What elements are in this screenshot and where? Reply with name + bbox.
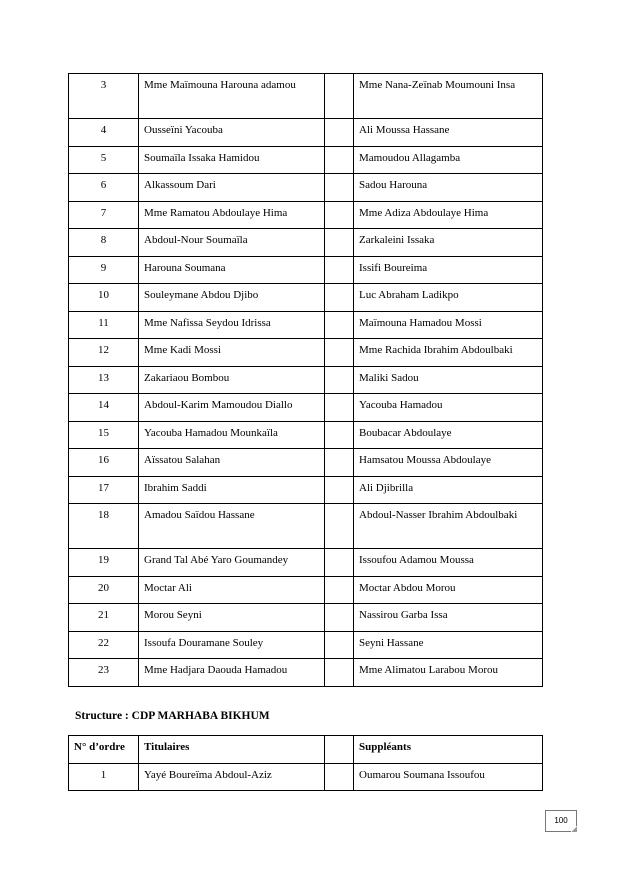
- header-titulaires: Titulaires: [139, 736, 325, 764]
- titulaire-cell: Grand Tal Abé Yaro Goumandey: [139, 549, 325, 577]
- order-number-cell: 17: [69, 476, 139, 504]
- titulaire-cell: Souleymane Abdou Djibo: [139, 284, 325, 312]
- titulaire-cell: Mme Ramatou Abdoulaye Hima: [139, 201, 325, 229]
- titulaire-cell: Amadou Saïdou Hassane: [139, 504, 325, 549]
- header-suppleants: Suppléants: [354, 736, 543, 764]
- table-row: [69, 311, 543, 339]
- table-row: [69, 339, 543, 367]
- spacer-cell: [325, 311, 354, 339]
- titulaire-cell: Issoufa Douramane Souley: [139, 631, 325, 659]
- suppleant-cell: Mme Adiza Abdoulaye Hima: [354, 201, 543, 229]
- order-number-cell: 10: [69, 284, 139, 312]
- spacer-cell: [325, 201, 354, 229]
- order-number-cell: 18: [69, 504, 139, 549]
- candidates-table: [68, 73, 543, 687]
- spacer-cell: [325, 476, 354, 504]
- titulaire-cell: Harouna Soumana: [139, 256, 325, 284]
- order-number-cell: 22: [69, 631, 139, 659]
- titulaire-cell: Yayé Boureïma Abdoul-Aziz: [139, 763, 325, 791]
- order-number-cell: 7: [69, 201, 139, 229]
- titulaire-cell: Morou Seyni: [139, 604, 325, 632]
- table-row: [69, 201, 543, 229]
- table-row: [69, 74, 543, 119]
- titulaire-cell: Abdoul-Karim Mamoudou Diallo: [139, 394, 325, 422]
- suppleant-cell: Maïmouna Hamadou Mossi: [354, 311, 543, 339]
- table-row: [69, 366, 543, 394]
- table-row: [69, 449, 543, 477]
- suppleant-cell: Maliki Sadou: [354, 366, 543, 394]
- table-row: [69, 604, 543, 632]
- order-number-cell: 12: [69, 339, 139, 367]
- titulaire-cell: Soumaïla Issaka Hamidou: [139, 146, 325, 174]
- suppleant-cell: Yacouba Hamadou: [354, 394, 543, 422]
- titulaire-cell: Ibrahim Saddi: [139, 476, 325, 504]
- suppleant-cell: Issoufou Adamou Moussa: [354, 549, 543, 577]
- spacer-cell: [325, 174, 354, 202]
- spacer-cell: [325, 421, 354, 449]
- suppleant-cell: Boubacar Abdoulaye: [354, 421, 543, 449]
- spacer-cell: [325, 604, 354, 632]
- titulaire-cell: Zakariaou Bombou: [139, 366, 325, 394]
- order-number-cell: 23: [69, 659, 139, 687]
- suppleant-cell: Mme Rachida Ibrahim Abdoulbaki: [354, 339, 543, 367]
- header-spacer: [325, 736, 354, 764]
- structure-table: [68, 735, 543, 791]
- suppleant-cell: Nassirou Garba Issa: [354, 604, 543, 632]
- order-number-cell: 20: [69, 576, 139, 604]
- order-number-cell: 6: [69, 174, 139, 202]
- table-row: [69, 174, 543, 202]
- order-number-cell: 5: [69, 146, 139, 174]
- order-number-cell: 3: [69, 74, 139, 119]
- titulaire-cell: Mme Nafissa Seydou Idrissa: [139, 311, 325, 339]
- structure-table-header: [69, 736, 543, 764]
- spacer-cell: [325, 576, 354, 604]
- table-row: [69, 394, 543, 422]
- spacer-cell: [325, 74, 354, 119]
- page-number: 100: [545, 810, 577, 832]
- table-row: [69, 504, 543, 549]
- order-number-cell: 8: [69, 229, 139, 257]
- suppleant-cell: Luc Abraham Ladikpo: [354, 284, 543, 312]
- spacer-cell: [325, 366, 354, 394]
- titulaire-cell: Mme Kadi Mossi: [139, 339, 325, 367]
- order-number-cell: 19: [69, 549, 139, 577]
- suppleant-cell: Mamoudou Allagamba: [354, 146, 543, 174]
- order-number-cell: 11: [69, 311, 139, 339]
- titulaire-cell: Moctar Ali: [139, 576, 325, 604]
- order-number-cell: 16: [69, 449, 139, 477]
- suppleant-cell: Oumarou Soumana Issoufou: [354, 763, 543, 791]
- structure-title: Structure : CDP MARHABA BIKHUM: [75, 710, 270, 722]
- spacer-cell: [325, 549, 354, 577]
- order-number-cell: 9: [69, 256, 139, 284]
- order-number-cell: 1: [69, 763, 139, 791]
- header-order-number: N° d’ordre: [69, 736, 139, 764]
- order-number-cell: 13: [69, 366, 139, 394]
- spacer-cell: [325, 763, 354, 791]
- table-row: [69, 476, 543, 504]
- suppleant-cell: Moctar Abdou Morou: [354, 576, 543, 604]
- titulaire-cell: Mme Hadjara Daouda Hamadou: [139, 659, 325, 687]
- suppleant-cell: Sadou Harouna: [354, 174, 543, 202]
- spacer-cell: [325, 631, 354, 659]
- table-row: [69, 763, 543, 791]
- table-row: [69, 119, 543, 147]
- table-row: [69, 421, 543, 449]
- titulaire-cell: Ousseïni Yacouba: [139, 119, 325, 147]
- table-row: [69, 284, 543, 312]
- spacer-cell: [325, 449, 354, 477]
- suppleant-cell: Hamsatou Moussa Abdoulaye: [354, 449, 543, 477]
- table-row: [69, 631, 543, 659]
- order-number-cell: 4: [69, 119, 139, 147]
- spacer-cell: [325, 659, 354, 687]
- suppleant-cell: Ali Moussa Hassane: [354, 119, 543, 147]
- order-number-cell: 15: [69, 421, 139, 449]
- table-row: [69, 549, 543, 577]
- spacer-cell: [325, 146, 354, 174]
- structure-table-body: [69, 763, 543, 791]
- titulaire-cell: Alkassoum Dari: [139, 174, 325, 202]
- spacer-cell: [325, 229, 354, 257]
- suppleant-cell: Ali Djibrilla: [354, 476, 543, 504]
- titulaire-cell: Mme Maïmouna Harouna adamou: [139, 74, 325, 119]
- candidates-table-body: [69, 74, 543, 687]
- suppleant-cell: Abdoul-Nasser Ibrahim Abdoulbaki: [354, 504, 543, 549]
- spacer-cell: [325, 504, 354, 549]
- spacer-cell: [325, 119, 354, 147]
- order-number-cell: 21: [69, 604, 139, 632]
- spacer-cell: [325, 256, 354, 284]
- spacer-cell: [325, 394, 354, 422]
- table-row: [69, 256, 543, 284]
- order-number-cell: 14: [69, 394, 139, 422]
- spacer-cell: [325, 339, 354, 367]
- suppleant-cell: Issifi Boureima: [354, 256, 543, 284]
- spacer-cell: [325, 284, 354, 312]
- suppleant-cell: Mme Alimatou Larabou Morou: [354, 659, 543, 687]
- titulaire-cell: Aïssatou Salahan: [139, 449, 325, 477]
- table-row: [69, 576, 543, 604]
- suppleant-cell: Seyni Hassane: [354, 631, 543, 659]
- table-row: [69, 146, 543, 174]
- table-row: [69, 229, 543, 257]
- table-row: [69, 659, 543, 687]
- titulaire-cell: Yacouba Hamadou Mounkaïla: [139, 421, 325, 449]
- suppleant-cell: Mme Nana-Zeïnab Moumouni Insa: [354, 74, 543, 119]
- titulaire-cell: Abdoul-Nour Soumaïla: [139, 229, 325, 257]
- suppleant-cell: Zarkaleini Issaka: [354, 229, 543, 257]
